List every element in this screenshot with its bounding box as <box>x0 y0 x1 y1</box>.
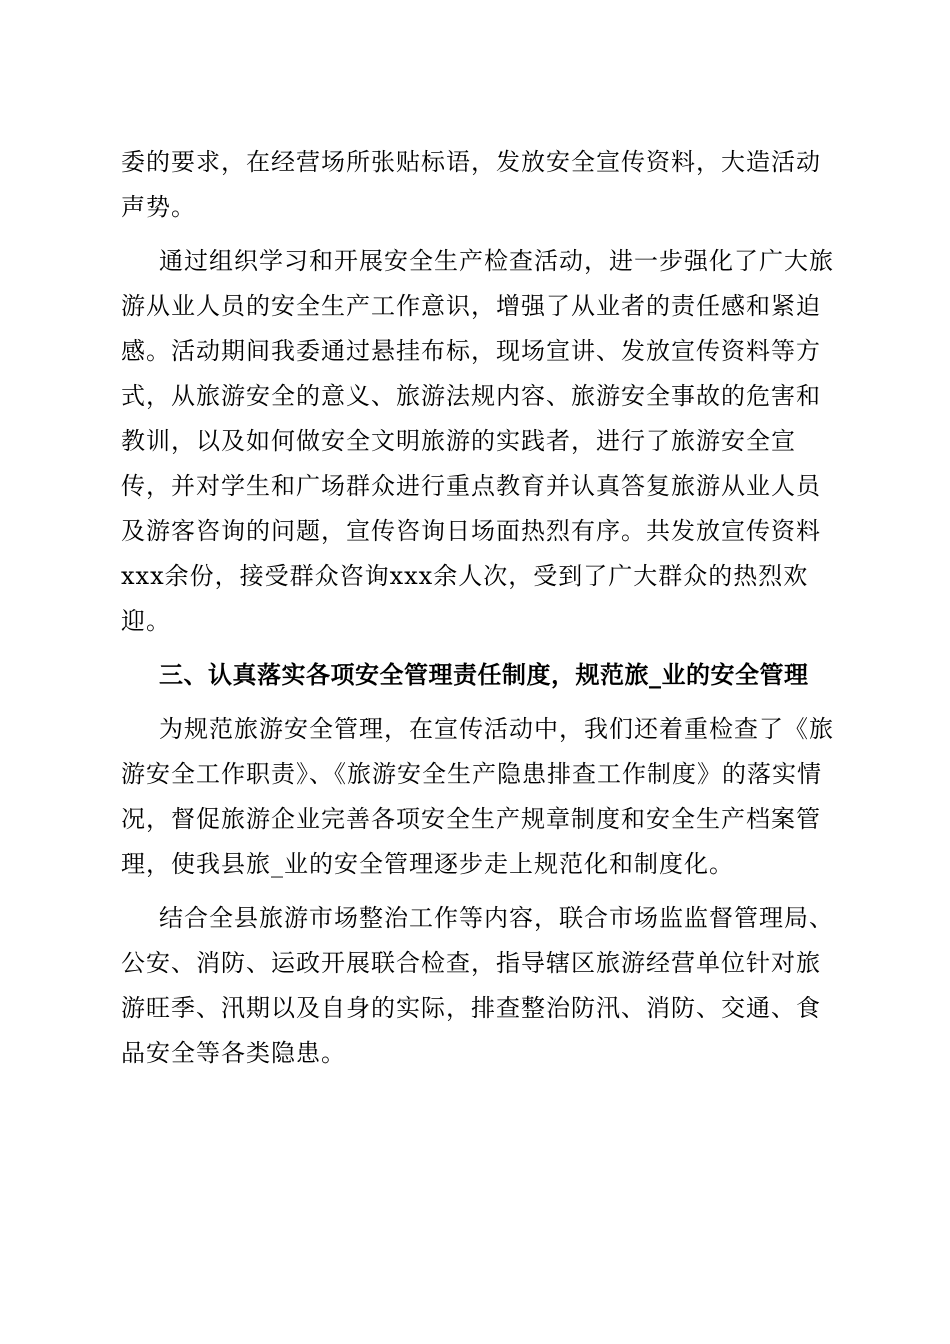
section-heading: 三、认真落实各项安全管理责任制度，规范旅_业的安全管理 <box>159 661 809 689</box>
paragraph-management-regulation: 为规范旅游安全管理，在宣传活动中，我们还着重检查了《旅游安全工作职责》、《旅游安全生产隐患排查工作制度》的落实情况，督促旅游企业完善各项安全生产规章制度和安全生产档案管理，使我县旅_业的安全管理逐步走上规范化和制度化。 <box>121 715 834 878</box>
paragraph-joint-inspection: 结合全县旅游市场整治工作等内容，联合市场监监督管理局、公安、消防、运政开展联合检查，指导辖区旅游经营单位针对旅游旺季、汛期以及自身的实际，排查整治防汛、消防、交通、食品安全等各类隐患。 <box>121 904 834 1067</box>
document-body <box>121 140 841 1076</box>
paragraph-continuation: 委的要求，在经营场所张贴标语，发放安全宣传资料，大造活动声势。 <box>121 148 821 221</box>
paragraph-safety-awareness: 通过组织学习和开展安全生产检查活动，进一步强化了广大旅游从业人员的安全生产工作意识，增强了从业者的责任感和紧迫感。活动期间我委通过悬挂布标，现场宣讲、发放宣传资料等方式，从旅游安全的意义、旅游法规内容、旅游安全事故的危害和教训，以及如何做安全文明旅游的实践者，进行了旅游安全宣传，并对学生和广场群众进行重点教育并认真答复旅游从业人员及游客咨询的问题，宣传咨询日场面热烈有序。共发放宣传资料xxx余份，接受群众咨询xxx余人次，受到了广大群众的热烈欢迎。 <box>121 247 834 635</box>
